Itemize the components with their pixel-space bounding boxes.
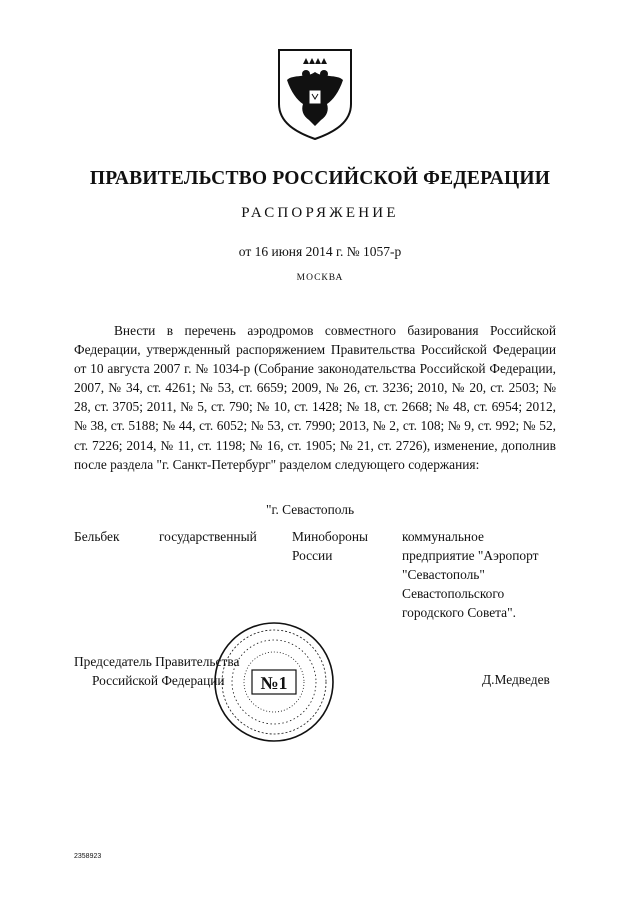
operator-line: городского Совета". — [402, 605, 516, 620]
operator-line: коммунальное — [402, 529, 484, 544]
signatory-position-line: Председатель Правительства — [74, 654, 240, 669]
official-seal-icon — [212, 620, 336, 744]
seal-number: №1 — [260, 673, 288, 693]
signatory-position-line: Российской Федерации — [92, 673, 225, 688]
operator-line: "Севастополь" — [402, 567, 485, 582]
airfield-ministry — [292, 527, 392, 565]
airfield-name: Бельбек — [74, 529, 120, 544]
document-date-number: от 16 июня 2014 г. № 1057-р — [238, 244, 402, 259]
airfield-operator — [402, 527, 572, 622]
document-type: РАСПОРЯЖЕНИЕ — [241, 205, 399, 221]
main-paragraph: Внести в перечень аэродромов совместного базирования Российской Федерации, утвержденный распоряжением Правительства Российской Федерации от 10 августа 2007 г. № 1034-р (Собрание законодательства Российской Федерации, 2007, № 34, ст. 4261; № 53, ст. 6659; 2009, № 26, ст. 3236; 2010, № 20, ст. 2503; № 28, ст. 3705; 2011, № 5, ст. 790; № 10, ст. 1428; № 18, ст. 2668; № 48, ст. 6954; 2012, № 38, ст. 5188; № 44, ст. 6052; № 53, ст. 7990; 2013, № 2, ст. 108; № 9, ст. 992; № 52, ст. 7226; 2014, № 11, ст. 1198; № 16, ст. 1905; № 21, ст. 2726), изменение, дополнив после раздела "г. Санкт-Петербург" разделом следующего содержания: — [74, 323, 556, 472]
signatory-name: Д.Медведев — [482, 672, 550, 687]
ministry-line: Минобороны — [292, 529, 368, 544]
government-title: ПРАВИТЕЛЬСТВО РОССИЙСКОЙ ФЕДЕРАЦИИ — [89, 168, 551, 189]
document-id: 2358923 — [74, 853, 102, 860]
operator-line: предприятие "Аэропорт — [402, 548, 539, 563]
airfield-status: государственный — [159, 529, 257, 544]
coat-of-arms-icon — [273, 44, 357, 142]
document-city: МОСКВА — [296, 273, 344, 283]
ministry-line: России — [292, 548, 333, 563]
section-title: "г. Севастополь — [266, 502, 355, 517]
operator-line: Севастопольского — [402, 586, 505, 601]
